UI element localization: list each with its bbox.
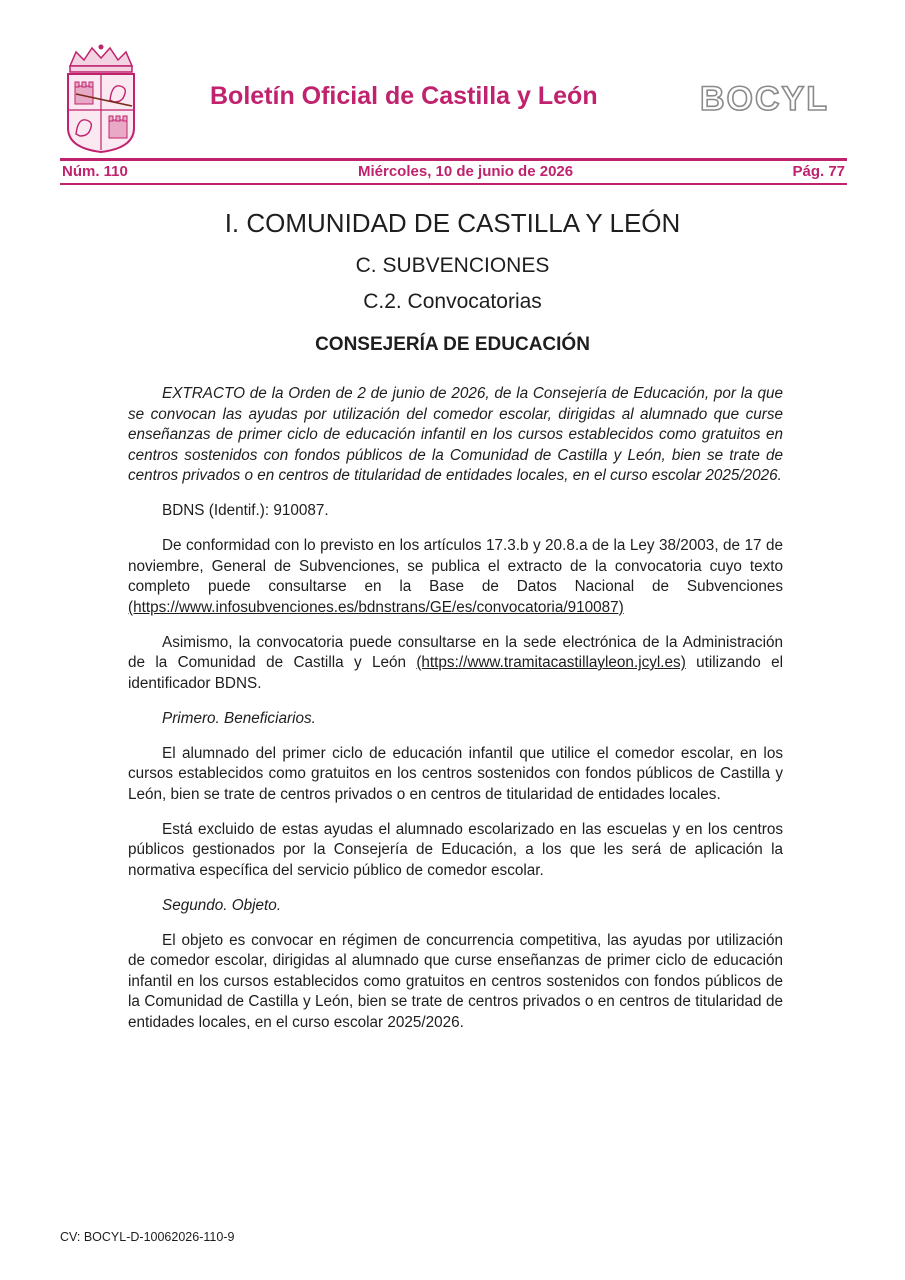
- bocyl-logo-text: BOCYL: [700, 80, 829, 118]
- sede-tail-text: utilizando el identificador BDNS.: [128, 654, 783, 692]
- cv-code: CV: BOCYL-D-10062026-110-9: [60, 1230, 235, 1244]
- page-number: Pág. 77: [792, 163, 845, 180]
- bdns-paragraph: BDNS (Identif.): 910087.: [162, 502, 329, 519]
- beneficiaries-paragraph: El alumnado del primer ciclo de educación infantil que utilice el comedor escolar, en los cursos establecidos como gratuitos en los centros sostenidos con fondos públicos de Castilla y León, bien se trate de centros privados o en centros de titularidad de entidades locales.: [128, 744, 783, 803]
- heading-segundo: Segundo. Objeto.: [162, 896, 282, 914]
- issue-number: Núm. 110: [62, 163, 128, 180]
- bulletin-title: Boletín Oficial de Castilla y León: [210, 82, 598, 110]
- heading-primero: Primero. Beneficiarios.: [162, 709, 316, 727]
- document-body: [128, 384, 783, 1048]
- infosubvenciones-link[interactable]: (https://www.infosubvenciones.es/bdnstrans/GE/es/convocatoria/910087): [128, 598, 624, 616]
- sede-text: Asimismo, la convocatoria puede consultarse en la sede electrónica de la Administración de la Comunidad de Castilla y León: [128, 633, 783, 671]
- legal-basis-text: De conformidad con lo previsto en los artículos 17.3.b y 20.8.a de la Ley 38/2003, de 17 de noviembre, General de Subvenciones, se publica el extracto de la convocatoria cuyo texto completo puede consultarse en la Base de Datos Nacional de Subvenciones: [128, 537, 783, 595]
- extract-paragraph: EXTRACTO de la Orden de 2 de junio de 2026, de la Consejería de Educación, por la que se convocan las ayudas por utilización del comedor escolar, dirigidas al alumnado que curse enseñanzas de primer ciclo de educación infantil en los cursos establecidos como gratuitos en centros sostenidos con fondos públicos de la Comunidad de Castilla y León, bien se trate de centros privados o en centros de titularidad de entidades locales, en el curso escolar 2025/2026.: [128, 385, 783, 484]
- sede-electronica-paragraph: [128, 633, 783, 695]
- header-rule-top: [60, 158, 847, 161]
- subsubsection-heading: C.2. Convocatorias: [363, 290, 542, 313]
- issue-date: Miércoles, 10 de junio de 2026: [358, 163, 574, 180]
- exclusion-paragraph: Está excluido de estas ayudas el alumnado escolarizado en las escuelas y en los centros públicos gestionados por la Consejería de Educación, a los que les será de aplicación la normativa específica del servicio público de comedor escolar.: [128, 820, 783, 879]
- subsection-heading: C. SUBVENCIONES: [355, 254, 550, 277]
- section-heading: I. COMUNIDAD DE CASTILLA Y LEÓN: [224, 208, 681, 238]
- castilla-leon-coat-of-arms-logo: [62, 44, 140, 154]
- tramitacastillayleon-link[interactable]: (https://www.tramitacastillayleon.jcyl.es): [416, 654, 686, 671]
- department-heading: CONSEJERÍA DE EDUCACIÓN: [315, 334, 590, 355]
- header-rule-bottom: [60, 183, 847, 185]
- object-paragraph: El objeto es convocar en régimen de concurrencia competitiva, las ayudas por utilización de comedor escolar, dirigidas al alumnado que curse enseñanzas de primer ciclo de educación infantil en los cursos establecidos como gratuitos en centros sostenidos con fondos públicos de la Comunidad de Castilla y León, bien se trate de centros privados o en centros de titularidad de entidades locales, en el curso escolar 2025/2026.: [128, 931, 783, 1031]
- legal-basis-paragraph: [128, 536, 783, 618]
